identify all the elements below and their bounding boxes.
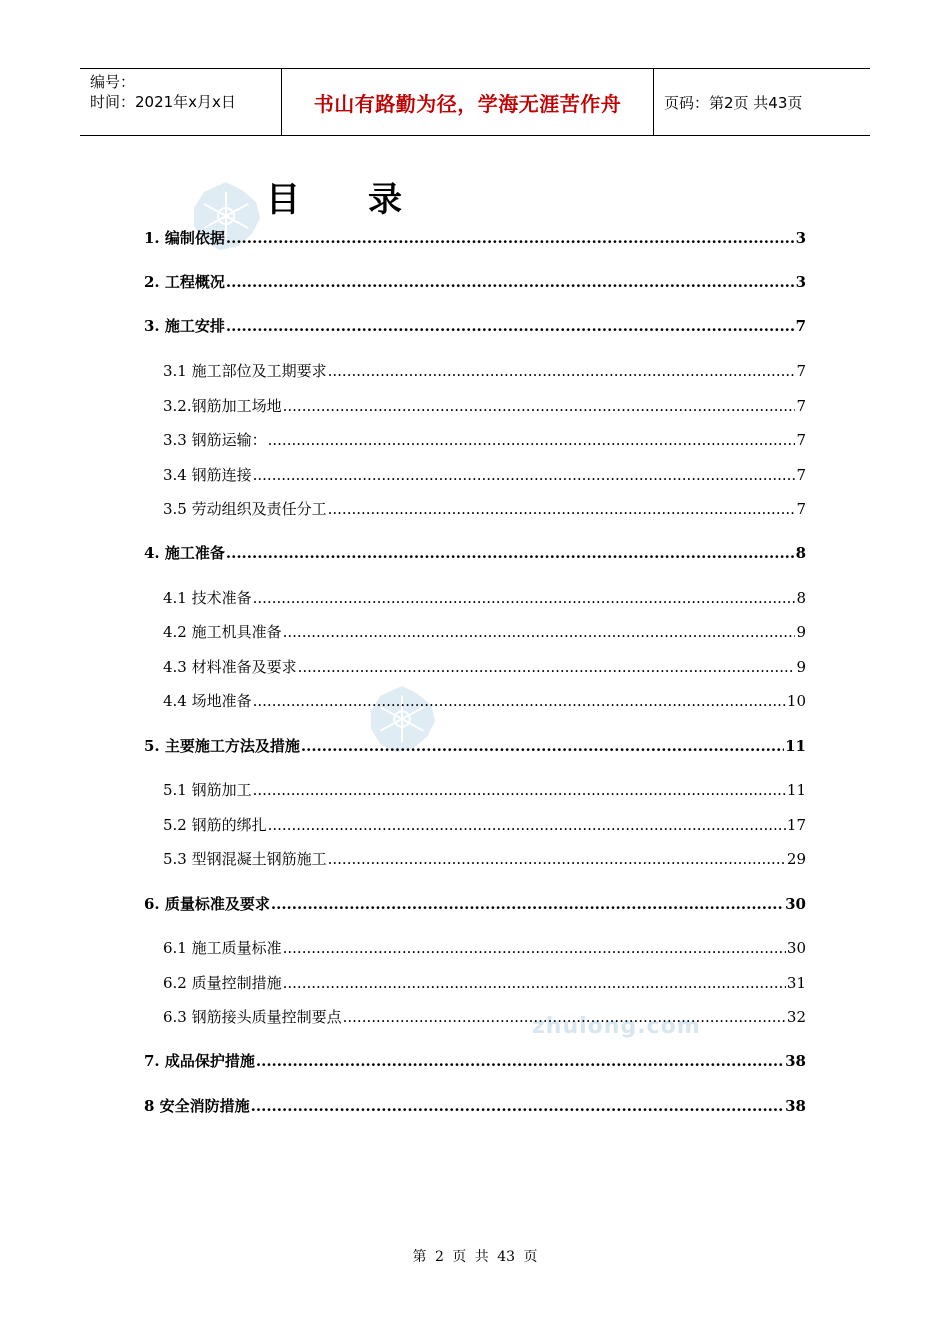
toc-entry[interactable] [144, 689, 806, 711]
toc-entry-page: 3 [795, 229, 806, 247]
toc-dot-leader [253, 691, 786, 711]
toc-entry-label: 1. 编制依据 [144, 229, 225, 247]
toc-entry-page: 31 [786, 974, 806, 992]
toc-entry-page: 8 [796, 589, 806, 607]
toc-entry-label: 3.1 施工部位及工期要求 [163, 362, 327, 380]
toc-entry-page: 29 [786, 850, 806, 868]
toc-dot-leader [226, 272, 795, 292]
toc-entry-label: 5. 主要施工方法及措施 [144, 737, 300, 755]
toc-entry-page: 3 [795, 273, 806, 291]
toc-entry-page: 10 [786, 692, 806, 710]
toc-entry-page: 38 [785, 1097, 806, 1115]
toc-entry-label: 5.1 钢筋加工 [163, 781, 252, 799]
toc-entry[interactable] [144, 1094, 806, 1116]
toc-entry[interactable] [144, 892, 806, 914]
toc-dot-leader [256, 1051, 784, 1071]
toc-dot-leader [301, 736, 784, 756]
doc-number-label: 编号： [90, 73, 136, 91]
toc-entry[interactable] [144, 394, 806, 416]
watermark-text: zhulong.com [532, 1014, 701, 1039]
toc-dot-leader [328, 499, 796, 519]
toc-title-char-2: 录 [368, 180, 402, 220]
toc-dot-leader [271, 894, 784, 914]
toc-entry-label: 3.4 钢筋连接 [163, 466, 252, 484]
header-motto: 书山有路勤为径，学海无涯苦作舟 [313, 91, 622, 116]
toc-dot-leader [343, 1007, 786, 1027]
toc-entry-label: 2. 工程概况 [144, 273, 225, 291]
toc-dot-leader [283, 396, 796, 416]
toc-entry[interactable] [144, 620, 806, 642]
toc-entry[interactable] [144, 270, 806, 292]
toc-entry-page: 30 [786, 939, 806, 957]
toc-title-char-1: 目 [266, 180, 300, 220]
toc-entry[interactable] [144, 655, 806, 677]
header-motto-cell [282, 69, 654, 135]
page-header [80, 68, 870, 136]
toc-entry-label: 6.2 质量控制措施 [163, 974, 282, 992]
toc-dot-leader [298, 657, 796, 677]
toc-entry[interactable] [144, 971, 806, 993]
toc-dot-leader [226, 316, 795, 336]
toc-entry-page: 7 [796, 397, 806, 415]
toc-entry-page: 30 [785, 895, 806, 913]
toc-dot-leader [268, 430, 796, 450]
toc-entry[interactable] [144, 428, 806, 450]
toc-dot-leader [328, 849, 786, 869]
toc-dot-leader [226, 543, 795, 563]
toc-entry[interactable] [144, 778, 806, 800]
toc-entry-label: 3.2.钢筋加工场地 [163, 397, 282, 415]
toc-entry[interactable] [144, 497, 806, 519]
header-page-cell [654, 69, 870, 135]
toc-entry-page: 7 [796, 431, 806, 449]
toc-entry-page: 7 [795, 317, 806, 335]
toc-entry-label: 7. 成品保护措施 [144, 1052, 255, 1070]
toc-entry-page: 7 [796, 500, 806, 518]
toc-entry-label: 6. 质量标准及要求 [144, 895, 270, 913]
toc-entry-page: 7 [796, 362, 806, 380]
page-footer: 第 2 页 共 43 页 [412, 1249, 538, 1265]
toc-entry[interactable] [144, 1005, 806, 1027]
toc-entry-page: 17 [786, 816, 806, 834]
toc-entry[interactable] [144, 586, 806, 608]
toc-entry-page: 38 [785, 1052, 806, 1070]
toc-entry-label: 4. 施工准备 [144, 544, 225, 562]
toc-dot-leader [283, 938, 786, 958]
toc-entry-page: 32 [786, 1008, 806, 1026]
toc-entry-label: 4.2 施工机具准备 [163, 623, 282, 641]
toc-dot-leader [283, 622, 796, 642]
toc-entry-label: 6.1 施工质量标准 [163, 939, 282, 957]
toc-entry-page: 7 [796, 466, 806, 484]
toc-entry-page: 11 [785, 737, 806, 755]
toc-entry-page: 9 [796, 658, 806, 676]
toc-entry-label: 4.1 技术准备 [163, 589, 252, 607]
doc-date-label: 时间：2021年x月x日 [90, 93, 236, 111]
toc-entry-label: 3. 施工安排 [144, 317, 225, 335]
toc-entry-page: 11 [786, 781, 806, 799]
toc-dot-leader [226, 228, 795, 248]
toc-dot-leader [268, 815, 786, 835]
toc-entry-label: 5.2 钢筋的绑扎 [163, 816, 267, 834]
toc-dot-leader [253, 780, 786, 800]
toc-entry-page: 9 [796, 623, 806, 641]
toc-entry[interactable] [144, 936, 806, 958]
toc-entry-label: 4.4 场地准备 [163, 692, 252, 710]
toc-dot-leader [328, 361, 796, 381]
header-meta-cell [80, 69, 282, 135]
toc-entry[interactable] [144, 359, 806, 381]
toc-entry[interactable] [144, 226, 806, 248]
toc-entry[interactable] [144, 314, 806, 336]
toc-entry-page: 8 [795, 544, 806, 562]
toc-dot-leader [253, 588, 796, 608]
toc-dot-leader [283, 973, 786, 993]
header-page-info: 页码：第2页 共43页 [664, 93, 803, 112]
toc-entry[interactable] [144, 734, 806, 756]
toc-dot-leader [251, 1096, 784, 1116]
toc-dot-leader [253, 465, 796, 485]
toc-entry-label: 5.3 型钢混凝土钢筋施工 [163, 850, 327, 868]
toc-entry-label: 3.5 劳动组织及责任分工 [163, 500, 327, 518]
toc-entry[interactable] [144, 847, 806, 869]
toc-entry[interactable] [144, 813, 806, 835]
toc-title [266, 172, 402, 221]
toc-entry[interactable] [144, 541, 806, 563]
toc-entry[interactable] [144, 1049, 806, 1071]
toc-entry-label: 8 安全消防措施 [144, 1097, 250, 1115]
toc-entry-label: 4.3 材料准备及要求 [163, 658, 297, 676]
toc-entry[interactable] [144, 463, 806, 485]
toc-entry-label: 3.3 钢筋运输： [163, 431, 267, 449]
toc-entry-label: 6.3 钢筋接头质量控制要点 [163, 1008, 342, 1026]
